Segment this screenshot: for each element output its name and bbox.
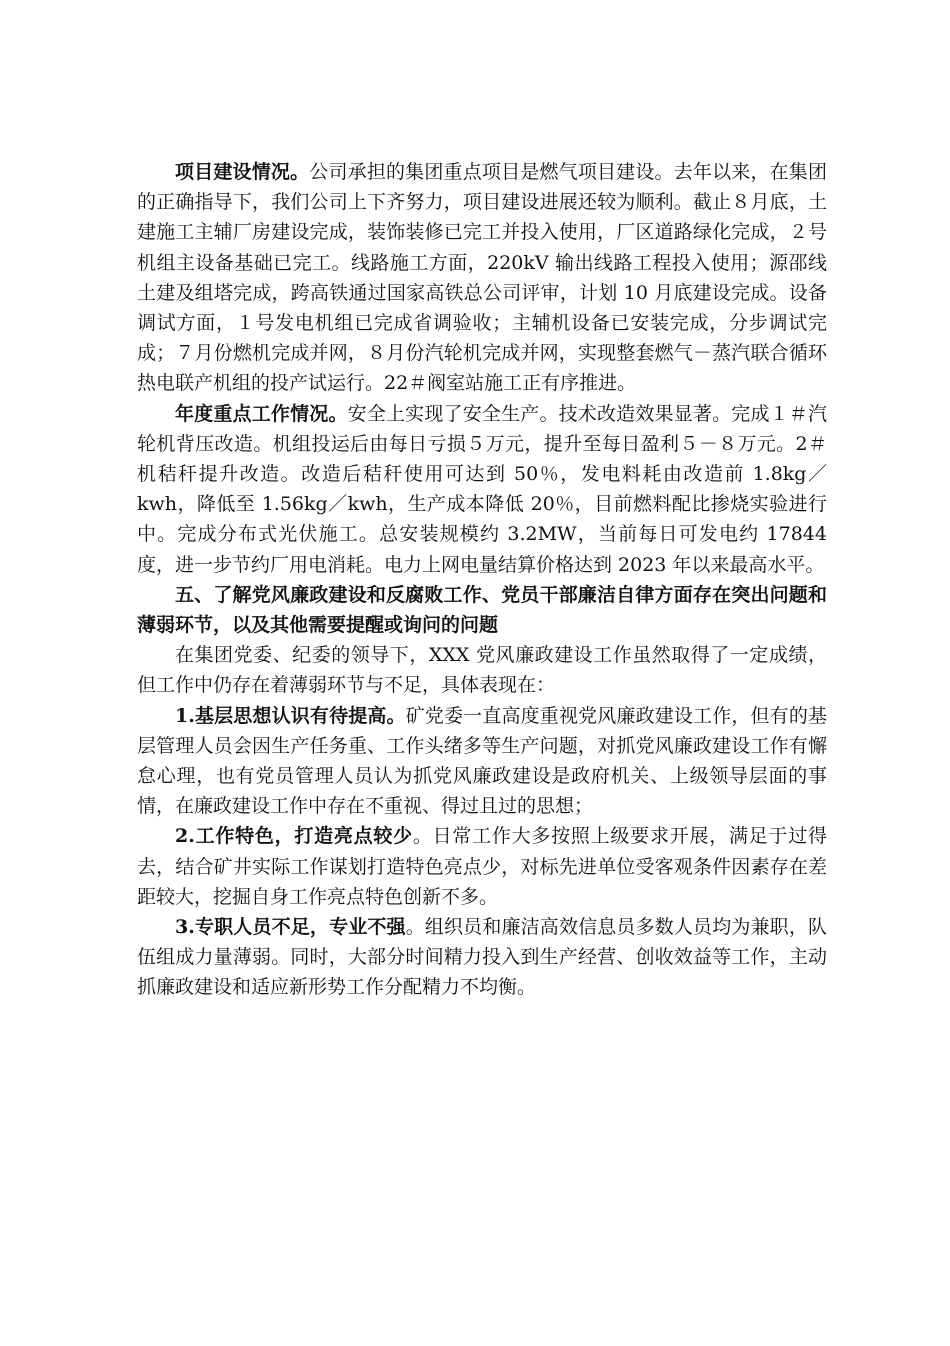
paragraph-text: 。组织员和廉洁高效信息员多数人员均为兼职，队伍组成力量薄弱。同时，大部分时间精力投入到生产经营、创收效益等工作，主动抓廉政建设和适应新形势工作分配精力不均衡。 <box>137 916 827 999</box>
paragraph-text: 。日常工作大多按照上级要求开展，满足于过得去，结合矿井实际工作谋划打造特色亮点少，对标先进单位受客观条件因素存在差距较大，挖掘自身工作亮点特色创新不多。 <box>137 825 827 908</box>
paragraph-text: 矿党委一直高度重视党风廉政建设工作，但有的基层管理人员会因生产任务重、工作头绪多等生产问题，对抓党风廉政建设工作有懈怠心理，也有党员管理人员认为抓党风廉政建设是政府机关、上级领导层面的事情，在廉政建设工作中存在不重视、得过且过的思想； <box>137 704 827 818</box>
paragraph-text: 公司承担的集团重点项目是燃气项目建设。去年以来，在集团的正确指导下，我们公司上下齐努力，项目建设进展还较为顺利。截止８月底，土建施工主辅厂房建设完成，装饰装修已完工并投入使用，厂区道路绿化完成，２号机组主设备基础已完工。线路施工方面，220kV 输出线路工程投入使用；源邵线土建及组塔完成，跨高铁通过国家高铁总公司评审，计划 10 月底建设完成。设备调试方面，１号发电机组已完成省调验收；主辅机设备已安装完成，分步调试完成；７月份燃机完成并网，８月份汽轮机完成并网，实现整套燃气－蒸汽联合循环热电联产机组的投产试运行。22＃阀室站施工正有序推进。 <box>137 161 827 395</box>
paragraph-text: 安全上实现了安全生产。技术改造效果显著。完成１＃汽轮机背压改造。机组投运后由每日亏损５万元，提升至每日盈利５－８万元。2＃机秸秆提升改造。改造后秸秆使用可达到 50％，发电料耗由改造前 1.8kg／kwh，降低至 1.56kg／kwh，生产成本降低 20％，目前燃料配比掺烧实验进行中。完成分布式光伏施工。总安装规模约 3.2MW，当前每日可发电约 17844 度，进一步节约厂用电消耗。电力上网电量结算价格达到 2023 年以来最高水平。 <box>137 402 827 576</box>
document-body <box>137 157 827 1003</box>
paragraph-project-construction <box>137 157 827 399</box>
paragraph-issue-1 <box>137 701 827 822</box>
paragraph-lead: 1.基层思想认识有待提高。 <box>175 704 406 727</box>
paragraph-lead: 2.工作特色，打造亮点较少 <box>175 825 413 848</box>
section-heading: 五、了解党风廉政建设和反腐败工作、党员干部廉洁自律方面存在突出问题和薄弱环节，以及其他需要提醒或询问的问题 <box>137 583 827 637</box>
paragraph-intro <box>137 640 827 700</box>
paragraph-lead: 项目建设情况。 <box>175 161 310 183</box>
paragraph-lead: 3.专职人员不足，专业不强 <box>175 916 406 939</box>
paragraph-text: 在集团党委、纪委的领导下，XXX 党风廉政建设工作虽然取得了一定成绩，但工作中仍存在着薄弱环节与不足，具体表现在： <box>137 644 827 697</box>
paragraph-issue-2 <box>137 821 827 912</box>
paragraph-issue-3 <box>137 912 827 1003</box>
paragraph-annual-key-work <box>137 399 827 580</box>
paragraph-lead: 年度重点工作情况。 <box>175 402 348 425</box>
